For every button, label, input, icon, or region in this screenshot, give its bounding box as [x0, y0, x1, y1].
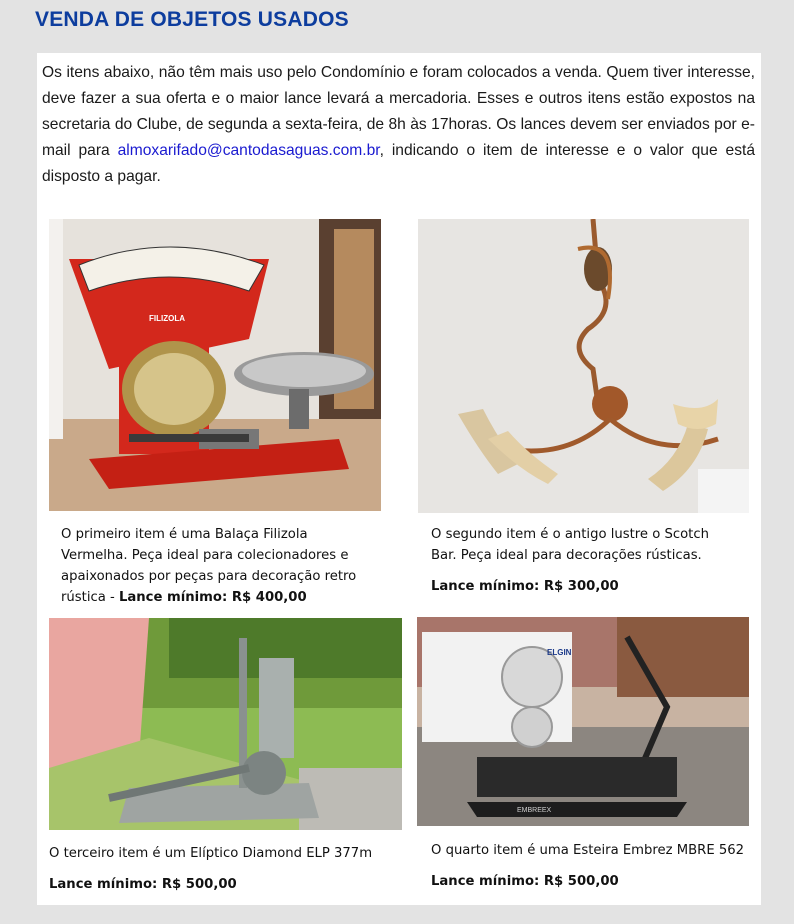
item-4-lance: Lance mínimo: R$ 500,00: [431, 874, 619, 889]
item-3-lance: Lance mínimo: R$ 500,00: [49, 877, 237, 892]
item-3-description: O terceiro item é um Elíptico Diamond ELP 377m: [49, 846, 373, 861]
page-title: VENDA DE OBJETOS USADOS: [35, 8, 349, 31]
item-1-description: O primeiro item é uma Balaça Filizola Vermelha. Peça ideal para colecionadores e apaixonados por peças para decoração retro rústica -: [61, 527, 357, 605]
item-4-caption: [431, 840, 751, 861]
email-link[interactable]: almoxarifado@cantodasaguas.com.br: [117, 142, 380, 159]
item-1-caption: [61, 524, 361, 608]
item-2-lance: Lance mínimo: R$ 300,00: [431, 579, 619, 594]
item-4-description: O quarto item é uma Esteira Embrez MBRE 562: [431, 843, 745, 858]
item-3-photo-elliptical: [49, 618, 402, 830]
item-1-lance: Lance mínimo: R$ 400,00: [118, 590, 307, 605]
intro-text-after: , indicando o item de interesse e o valor que está disposto a pagar.: [42, 142, 755, 185]
ac-brand-label: ELGIN: [547, 648, 572, 657]
treadmill-brand-label: EMBREEX: [517, 807, 552, 814]
scale-brand-label: FILIZOLA: [149, 314, 185, 323]
item-3-caption: [49, 843, 389, 864]
item-2-photo-chandelier: [418, 219, 749, 513]
intro-paragraph: [42, 60, 755, 190]
item-1-photo-scale: [49, 219, 381, 511]
content-card: [37, 53, 761, 905]
item-4-photo-treadmill: [417, 617, 749, 826]
intro-text-before: Os itens abaixo, não têm mais uso pelo Condomínio e foram colocados a venda. Quem tiver interesse, deve fazer a sua oferta e o maior lance levará a mercadoria. Esses e outros itens estão expostos na secretaria do Clube, de segunda a sexta-feira, de 8h às 17horas. Os lances devem ser enviados por e-mail para: [42, 64, 755, 159]
item-2-description: O segundo item é o antigo lustre o Scotch Bar. Peça ideal para decorações rústicas.: [431, 527, 709, 563]
item-2-caption: [431, 524, 731, 566]
